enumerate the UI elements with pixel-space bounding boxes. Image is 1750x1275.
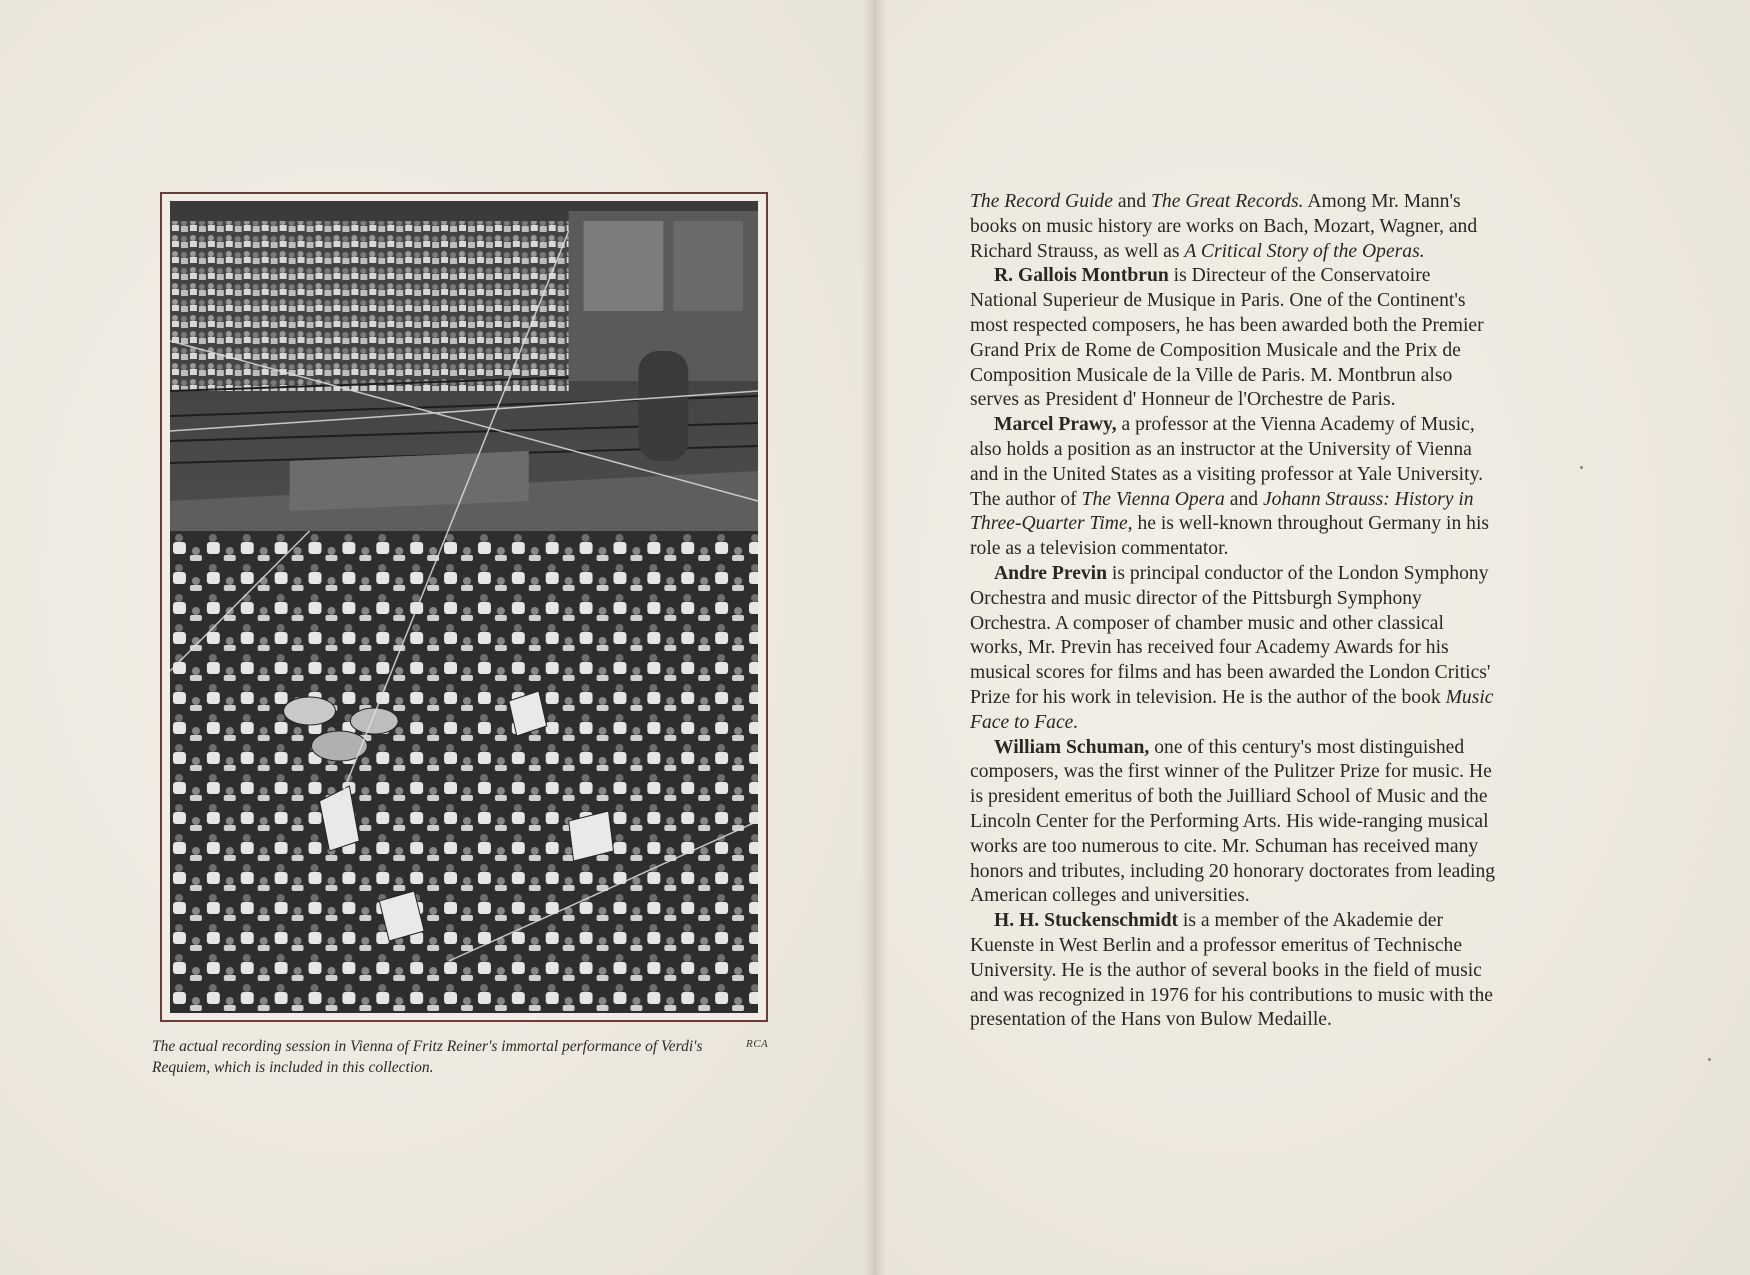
book-title: The Great Records. — [1151, 191, 1304, 212]
bio-montbrun: R. Gallois Montbrun is Directeur of the Conservatoire National Superieur de Musique in Paris. One of the Continent's most respected composers, he has been awarded both the Premier Grand Prix de Rome de Composition Musicale and the Prix de Composition Musicale de la Ville de Paris. M. Montbrun also serves as President d' Honneur de l'Orchestre de Paris. — [970, 265, 1484, 411]
contributor-name: R. Gallois Montbrun — [994, 265, 1169, 287]
recording-session-photo — [170, 201, 758, 1013]
paper-speck — [1580, 466, 1583, 469]
bio-intro-paragraph: The Record Guide and The Great Records. Among Mr. Mann's books on music history are works on Bach, Mozart, Wagner, and Richard Strauss, as well as A Critical Story of the Operas. — [970, 191, 1478, 262]
photo-credit: RCA — [746, 1038, 769, 1050]
book-title: Music Face to Face. — [970, 686, 1494, 733]
book-title: A Critical Story of the Operas. — [1184, 240, 1425, 262]
bio-stuckenschmidt: H. H. Stuckenschmidt is a member of the Akademie der Kuenste in West Berlin and a professor emeritus of Technische University. He is the author of several books in the field of music and was recognized in 1976 for his contributions to music with the presentation of the Hans von Bulow Medaille. — [970, 910, 1493, 1031]
book-title: The Record Guide — [970, 191, 1113, 212]
contributor-name: William Schuman, — [994, 736, 1150, 758]
contributor-name: Marcel Prawy, — [994, 414, 1117, 436]
bio-prawy: Marcel Prawy, a professor at the Vienna Academy of Music, also holds a position as an instructor at the University of Vienna and in the United States as a visiting professor at Yale University. The author of The Vienna Opera and Johann Strauss: History in Three-Quarter Time, he is well-known throughout Germany in his role as a television commentator. — [970, 414, 1490, 560]
contributor-name: Andre Previn — [994, 562, 1108, 584]
recording-session-photo-frame — [160, 192, 768, 1022]
book-gutter — [862, 0, 888, 1275]
book-title: Johann Strauss: History in Three-Quarter Time, — [970, 488, 1474, 535]
bio-previn: Andre Previn is principal conductor of the London Symphony Orchestra and music director of the Pittsburgh Symphony Orchestra. A composer of chamber music and other classical works, Mr. Previn has received four Academy Awards for his musical scores for films and has been awarded the London Critics' Prize for his work in television. He is the author of the book Music Face to Face. — [970, 562, 1494, 733]
paper-speck — [1708, 1058, 1711, 1061]
photo-caption: The actual recording session in Vienna of Fritz Reiner's immortal performance of Verdi's Requiem, which is included in this collection. — [152, 1038, 703, 1076]
contributor-bios — [970, 190, 1500, 1033]
bio-schuman: William Schuman, one of this century's most distinguished composers, was the first winner of the Pulitzer Prize for music. He is president emeritus of both the Juilliard School of Music and the Lincoln Center for the Performing Arts. His wide-ranging musical works are too numerous to cite. Mr. Schuman has received many honors and tributes, including 20 honorary doctorates from leading American colleges and universities. — [970, 736, 1496, 907]
book-title: The Vienna Opera — [1081, 488, 1225, 510]
contributor-name: H. H. Stuckenschmidt — [994, 910, 1178, 932]
